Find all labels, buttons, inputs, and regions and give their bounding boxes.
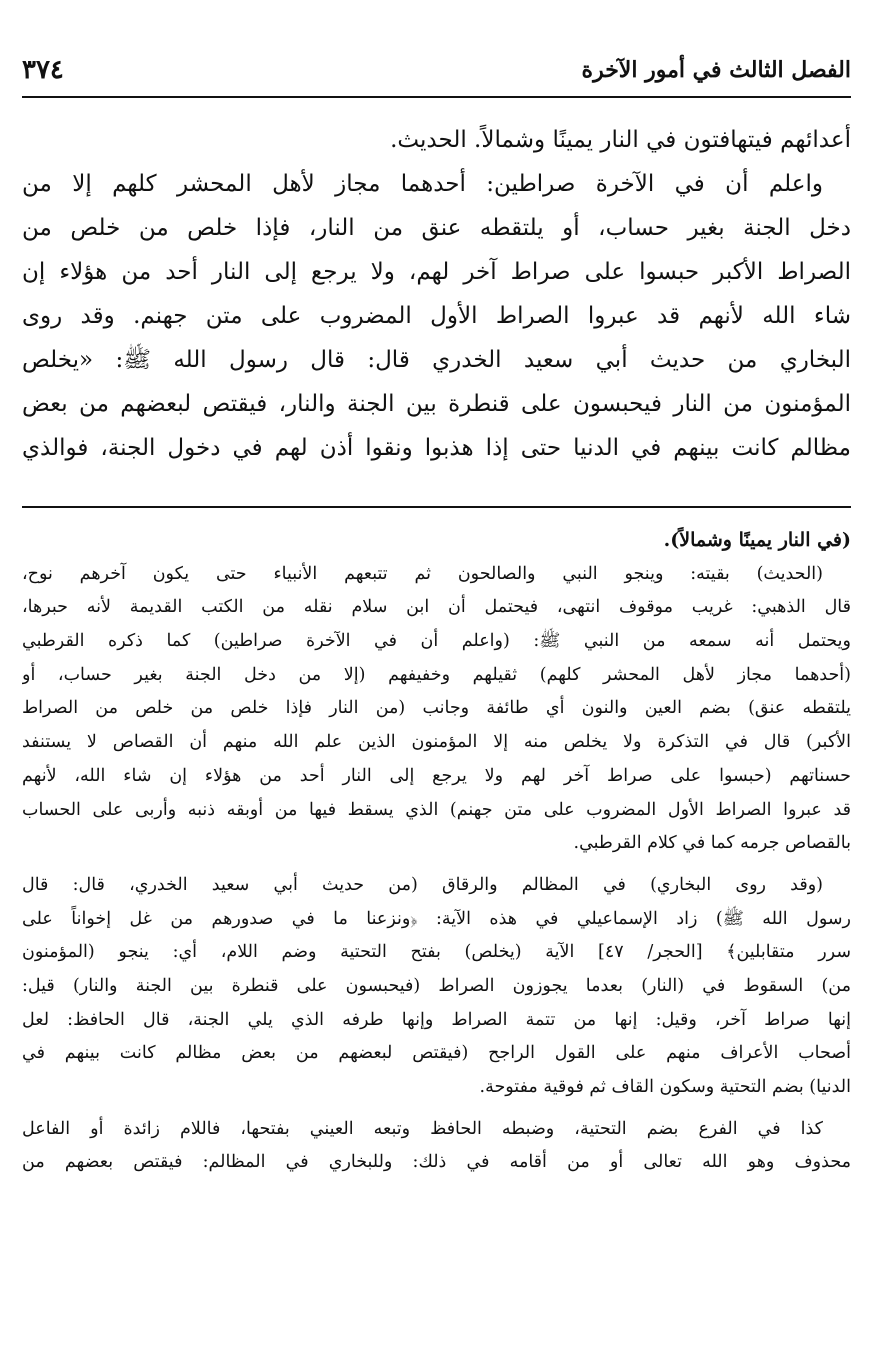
text-line: مظالم كانت بينهم في الدنيا حتى إذا هذبوا ونقوا أذن لهم في دخول الجنة، فوالذي (22, 435, 851, 461)
commentary-body (22, 524, 851, 1180)
running-title: الفصل الثالث في أمور الآخرة (581, 57, 851, 83)
commentary-line: قال الذهبي: غريب موقوف انتهى، فيحتمل أن ابن سلام نقله من الكتب القديمة لأنه حبرها، (22, 597, 851, 618)
commentary-line: (في النار يمينًا وشمالاً). (663, 529, 851, 551)
commentary-line: قد عبروا الصراط الأول المضروب على متن جهنم) الذي يسقط فيها من أوبقه ذنبه وأربى على الحساب (22, 799, 851, 820)
text-line: دخل الجنة بغير حساب، أو يلتقطه عنق من النار، فإذا خلص من خلص من (22, 215, 851, 241)
commentary-line: أصحاب الأعراف منهم على القول الراجح (فيقتص لبعضهم من بعض مظالم كانت بينهم في (22, 1043, 851, 1064)
text-line: البخاري من حديث أبي سعيد الخدري قال: قال رسول الله ﷺ: «يخلص (22, 347, 851, 373)
paragraph-gap (22, 861, 851, 869)
commentary-line: الدنيا) بضم التحتية وسكون القاف ثم فوقية مفتوحة. (479, 1077, 851, 1097)
commentary-line: يلتقطه عنق) بضم العين والنون أي طائفة وجانب (من النار فإذا خلص من خلص من الصراط (22, 698, 851, 719)
commentary-line: ويحتمل أنه سمعه من النبي ﷺ: (واعلم أن في الآخرة صراطين) كما ذكره القرطبي (22, 631, 851, 652)
text-line: الصراط الأكبر حبسوا على صراط آخر لهم، ولا يرجع إلى النار أحد من هؤلاء إن (22, 259, 851, 285)
commentary-line: من) السقوط في (النار) بعدما يجوزون الصراط (فيحبسون على قنطرة بين الجنة والنار) قيل: (22, 975, 851, 996)
commentary-line: (وقد روى البخاري) في المظالم والرقاق (من حديث أبي سعيد الخدري، قال: قال (22, 874, 823, 895)
commentary-line: كذا في الفرع بضم التحتية، وضبطه الحافظ وتبعه العيني بفتحها، فاللام زائدة أو الفاعل (22, 1118, 823, 1139)
page-number: ٣٧٤ (22, 55, 64, 85)
commentary-line: بالقصاص جرمه كما في كلام القرطبي. (573, 833, 851, 854)
commentary-line: (الحديث) بقيته: وينجو النبي والصالحون ثم تتبعهم الأنبياء حتى يكون آخرهم نوح، (22, 563, 823, 584)
commentary-line: رسول الله ﷺ) زاد الإسماعيلي في هذه الآية: ﴿ونزعنا ما في صدورهم من غل إخواناً على (22, 908, 851, 929)
main-text-body (22, 118, 851, 470)
text-line: شاء الله لأنهم قد عبروا الصراط الأول المضروب على متن جهنم. وقد روى (22, 303, 851, 329)
commentary-line: حسناتهم (حبسوا على صراط آخر لهم ولا يرجع إلى النار أحد من هؤلاء إن شاء الله، لأنهم (22, 765, 851, 786)
commentary-line: سرر متقابلين﴾ [الحجر/ ٤٧] الآية (يخلص) بفتح التحتية وضم اللام، أي: ينجو (المؤمنون (22, 942, 851, 963)
commentary-line: الأكبر) قال في التذكرة ولا يخلص منه إلا المؤمنون الذين علم الله منهم أن القصاص لا يستنفد (22, 732, 851, 753)
text-line: واعلم أن في الآخرة صراطين: أحدهما مجاز لأهل المحشر كلهم إلا من (22, 171, 823, 197)
text-line: أعدائهم فيتهافتون في النار يمينًا وشمالاً. الحديث. (390, 127, 851, 153)
paragraph-gap (22, 1105, 851, 1113)
commentary-line: إنها صراط آخر، وقيل: إنها من تتمة الصراط وإنها طرفه الذي يلي الجنة، قال الحافظ: لعل (22, 1009, 851, 1030)
footnote-divider (22, 506, 851, 508)
text-line: المؤمنون من النار فيحبسون على قنطرة بين الجنة والنار، فيقتص لبعضهم من بعض (22, 391, 851, 417)
commentary-line: (أحدهما مجاز لأهل المحشر كلهم) ثقيلهم وخفيفهم (إلا من دخل الجنة بغير حساب، أو (22, 664, 851, 685)
commentary-line: محذوف وهو الله تعالى أو من أقامه في ذلك: وللبخاري في المظالم: فيقتص بعضهم من (22, 1152, 851, 1173)
page-header (22, 44, 851, 98)
